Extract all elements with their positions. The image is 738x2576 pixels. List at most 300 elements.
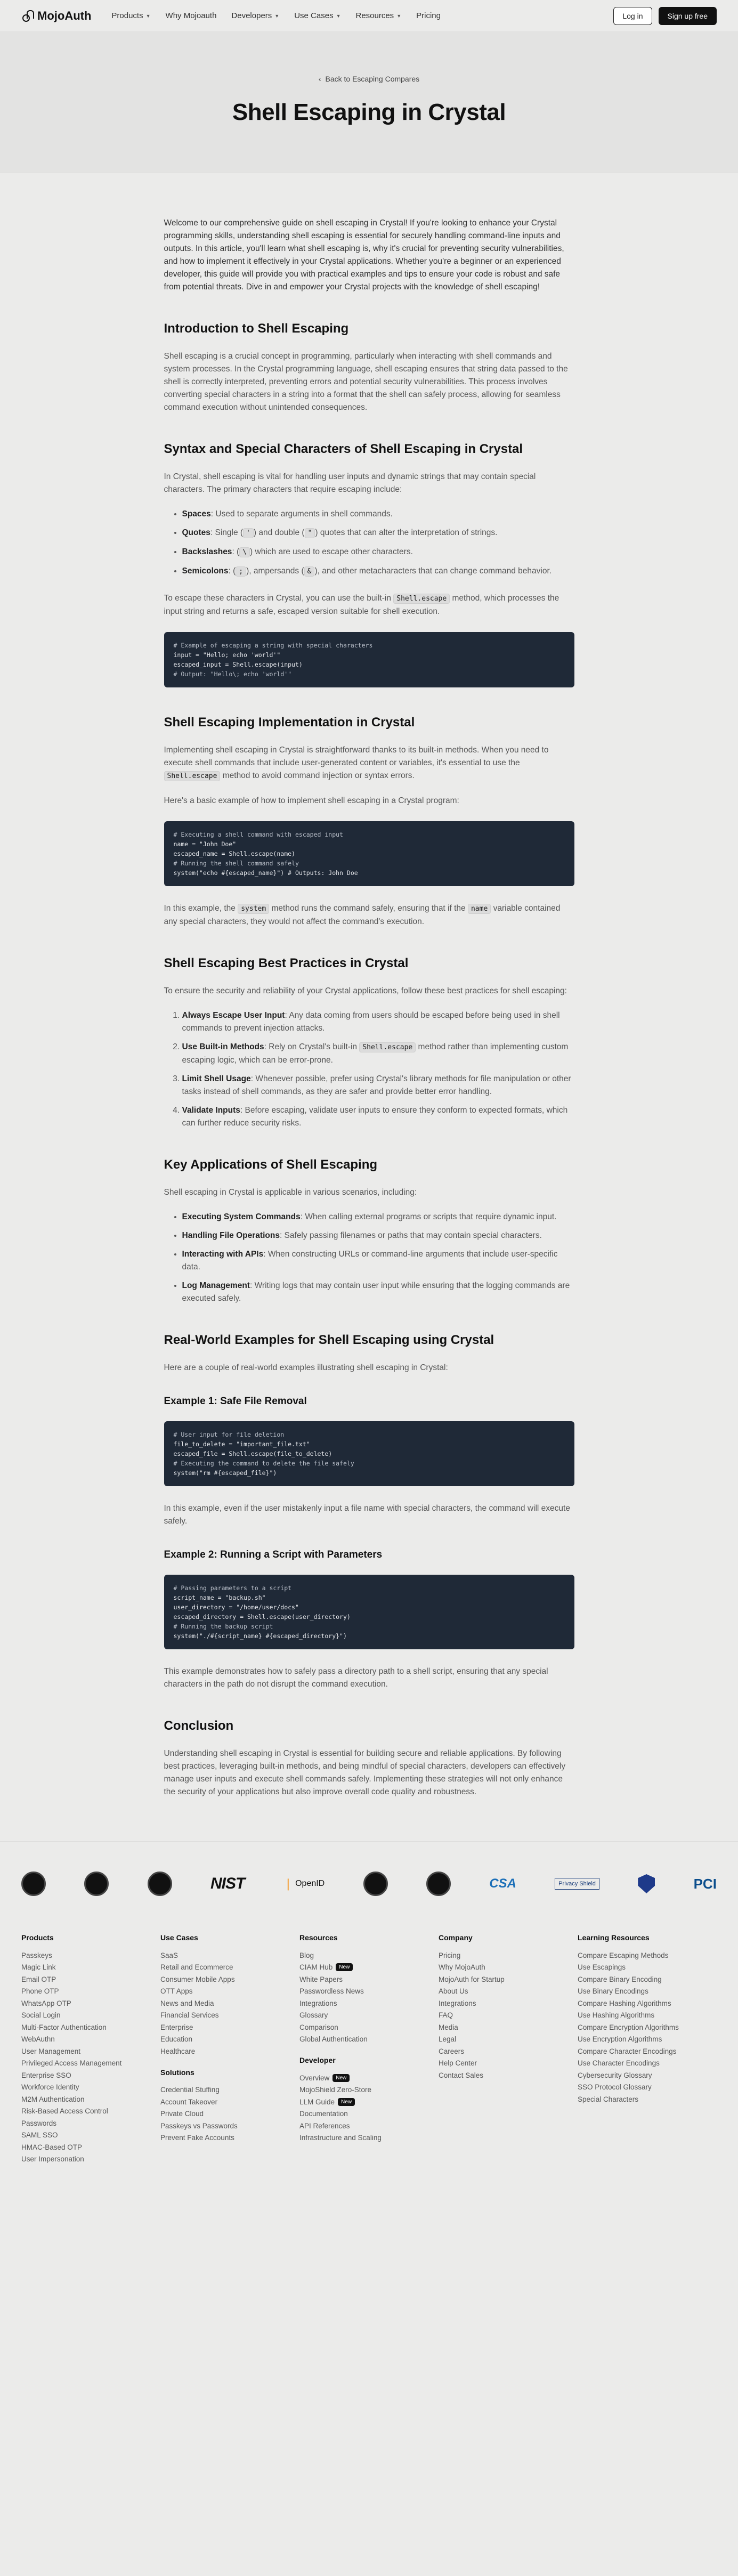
signup-button[interactable]: Sign up free <box>659 7 717 25</box>
back-link[interactable] <box>319 75 419 83</box>
footer-link-label: Credential Stuffing <box>160 2086 220 2094</box>
footer-link-label: White Papers <box>299 1975 343 1983</box>
footer-link[interactable] <box>21 2153 160 2166</box>
footer-link-label: Enterprise SSO <box>21 2071 71 2079</box>
footer-link[interactable] <box>160 2132 299 2144</box>
footer-link-label: Compare Escaping Methods <box>578 1951 669 1959</box>
footer-link-label: User Management <box>21 2047 81 2055</box>
footer-link-label: Education <box>160 2035 193 2044</box>
privacy-shield-logo: Privacy Shield <box>555 1878 599 1890</box>
footer-heading: Solutions <box>160 2068 194 2077</box>
list-term: Spaces <box>182 509 211 519</box>
footer-link-label: Passkeys vs Passwords <box>160 2121 238 2130</box>
footer-link[interactable] <box>299 2072 439 2084</box>
code-line: system("./#{script_name} #{escaped_directory}") <box>173 1632 347 1640</box>
footer-link-label: Email OTP <box>21 1975 56 1983</box>
footer-link-label: Compare Binary Encoding <box>578 1975 662 1983</box>
bullet-list <box>182 1211 574 1305</box>
chevron-down-icon: ▼ <box>336 13 341 19</box>
new-badge: New <box>332 2074 350 2082</box>
footer-heading: Resources <box>299 1933 338 1942</box>
footer-link[interactable] <box>578 2057 717 2070</box>
footer-link-label: Glossary <box>299 2011 328 2020</box>
section-title: Conclusion <box>164 1719 234 1733</box>
list-text: : Single ( <box>210 528 244 537</box>
footer-link-label: Consumer Mobile Apps <box>160 1975 235 1983</box>
footer-link[interactable] <box>21 2117 160 2129</box>
footer-heading: Products <box>21 1933 54 1942</box>
footer-link-label: M2M Authentication <box>21 2095 85 2103</box>
openid-icon: ❘ <box>283 1877 294 1890</box>
footer-link[interactable] <box>21 1949 160 1962</box>
iso-badge-icon <box>148 1872 172 1896</box>
footer-link[interactable] <box>578 2021 717 2034</box>
subsection-title: Example 1: Safe File Removal <box>164 1396 307 1407</box>
pci-logo: PCI <box>693 1875 717 1892</box>
paragraph: This example demonstrates how to safely pass a directory path to a shell script, ensuring that any special characters in the path do not disrupt the command execution. <box>164 1667 548 1689</box>
paragraph: Shell escaping in Crystal is applicable in various scenarios, including: <box>164 1188 417 1197</box>
list-text: method rather than implementing custom escaping logic, which can be error-prone. <box>182 1042 569 1065</box>
footer-link-label: Retail and Ecommerce <box>160 1963 233 1972</box>
footer-link[interactable] <box>160 2096 299 2108</box>
footer-link[interactable] <box>439 2057 578 2070</box>
footer-link[interactable] <box>299 1949 439 1962</box>
hipaa-badge-icon <box>363 1872 388 1896</box>
openid-label: OpenID <box>295 1879 325 1888</box>
footer-link[interactable] <box>578 1986 717 1998</box>
nav-use-cases[interactable] <box>294 11 340 20</box>
footer-link-label: Special Characters <box>578 2095 639 2103</box>
list-text: : Before escaping, validate user inputs to ensure they conform to expected formats, which can further reduce security risks. <box>182 1106 568 1128</box>
chevron-left-icon: ‹ <box>318 75 321 83</box>
list-term: Semicolons <box>182 566 229 576</box>
section-title: Shell Escaping Best Practices in Crystal <box>164 956 409 970</box>
inline-code: Shell.escape <box>393 594 450 604</box>
footer-link-label: Risk-Based Access Control <box>21 2107 108 2116</box>
footer-link[interactable] <box>160 1986 299 1998</box>
footer-link-label: HMAC-Based OTP <box>21 2143 83 2151</box>
footer-link-label: Passkeys <box>21 1951 52 1959</box>
footer-link[interactable] <box>578 2093 717 2105</box>
footer-link-label: Documentation <box>299 2110 348 2118</box>
footer-link[interactable] <box>578 1949 717 1962</box>
back-link-label: Back to Escaping Compares <box>325 75 420 83</box>
paragraph: In this example, even if the user mistakenly input a file name with special characters, the command will execute safely. <box>164 1504 570 1526</box>
paragraph <box>164 592 574 618</box>
paragraph <box>164 744 574 783</box>
chevron-down-icon: ▼ <box>396 13 402 19</box>
list-term: Quotes <box>182 528 210 537</box>
nav-label: Resources <box>355 11 394 20</box>
list-term: Handling File Operations <box>182 1231 280 1240</box>
footer-link-label: Healthcare <box>160 2047 196 2055</box>
footer-link[interactable] <box>299 2108 439 2120</box>
footer-link-label: Compare Character Encodings <box>578 2047 677 2055</box>
inline-code: name <box>468 904 491 914</box>
footer-link-label: CIAM Hub <box>299 1963 333 1972</box>
footer-column-use-cases <box>160 1933 299 2165</box>
footer-link-label: SSO Protocol Glossary <box>578 2083 652 2092</box>
nav-label: Developers <box>231 11 272 20</box>
section-title: Shell Escaping Implementation in Crystal <box>164 715 415 730</box>
footer-link-label: Comparison <box>299 2023 338 2031</box>
footer-link[interactable] <box>160 1962 299 1974</box>
footer-link[interactable] <box>21 2105 160 2118</box>
section-title: Key Applications of Shell Escaping <box>164 1157 378 1172</box>
nav-products[interactable] <box>111 11 150 20</box>
section-title: Introduction to Shell Escaping <box>164 321 349 336</box>
list-term: Limit Shell Usage <box>182 1074 251 1083</box>
footer-column-learning <box>578 1933 717 2165</box>
footer-link[interactable] <box>299 1962 439 1974</box>
footer-column-resources <box>299 1933 439 2165</box>
list-item <box>182 1248 574 1274</box>
paragraph: Here's a basic example of how to implement shell escaping in a Crystal program: <box>164 796 459 805</box>
list-item <box>182 1041 574 1067</box>
article <box>164 173 574 1841</box>
code-line: # Executing a shell command with escaped input <box>173 831 343 838</box>
csa-logo: CSA <box>489 1876 516 1891</box>
nist-logo: NIST <box>210 1875 245 1892</box>
subsection-title: Example 2: Running a Script with Parameters <box>164 1549 383 1560</box>
nav-pricing[interactable] <box>416 11 441 20</box>
footer-link[interactable] <box>299 2120 439 2132</box>
footer-link[interactable] <box>21 2141 160 2153</box>
gdpr-badge-icon <box>84 1872 109 1896</box>
footer-link-label: About Us <box>439 1987 468 1996</box>
footer-link-label: Global Authentication <box>299 2035 368 2044</box>
footer-link[interactable] <box>21 2129 160 2142</box>
nav-developers[interactable] <box>231 11 279 20</box>
footer-link[interactable] <box>21 2034 160 2046</box>
bullet-list <box>182 508 574 578</box>
footer-link-label: Prevent Fake Accounts <box>160 2134 234 2142</box>
footer-link[interactable] <box>160 1997 299 2010</box>
footer-link[interactable] <box>299 2010 439 2022</box>
nav-label: Pricing <box>416 11 441 20</box>
paragraph <box>164 902 574 928</box>
text: method to avoid command injection or syntax errors. <box>220 771 415 780</box>
footer-link-label: Compare Hashing Algorithms <box>578 1999 671 2007</box>
footer-link-label: MojoAuth for Startup <box>439 1975 505 1983</box>
list-term: Interacting with APIs <box>182 1250 264 1259</box>
footer-heading: Use Cases <box>160 1933 198 1942</box>
paragraph: Understanding shell escaping in Crystal is essential for building secure and reliable applications. By following best practices, leveraging built-in methods, and being mindful of special characters, developers can effectively manage user inputs and execute shell commands safely. Implementing these strategies will not only enhance the security of your applications but also improve overall code quality and robustness. <box>164 1749 566 1796</box>
footer-link[interactable] <box>299 2084 439 2096</box>
footer-link[interactable] <box>299 1973 439 1986</box>
footer-link-label: Phone OTP <box>21 1987 59 1996</box>
footer-link[interactable] <box>439 2034 578 2046</box>
footer-link[interactable] <box>160 2084 299 2096</box>
footer-link[interactable] <box>299 1997 439 2010</box>
list-item <box>182 1211 574 1224</box>
footer-link[interactable] <box>439 1986 578 1998</box>
inline-code: & <box>304 566 315 577</box>
code-line: escaped_input = Shell.escape(input) <box>173 661 303 668</box>
footer-link[interactable] <box>439 2010 578 2022</box>
footer-link[interactable] <box>578 2010 717 2022</box>
footer-link[interactable] <box>578 2069 717 2081</box>
list-text: : Rely on Crystal's built-in <box>264 1042 360 1051</box>
list-text: ) which are used to escape other characters. <box>250 547 413 556</box>
footer-link-label: Help Center <box>439 2059 477 2068</box>
list-term: Validate Inputs <box>182 1106 240 1115</box>
section-title: Real-World Examples for Shell Escaping using Crystal <box>164 1333 494 1347</box>
footer-link-label: Enterprise <box>160 2023 193 2031</box>
list-term: Always Escape User Input <box>182 1011 285 1020</box>
footer-link[interactable] <box>21 1986 160 1998</box>
nav-resources[interactable] <box>355 11 401 20</box>
mojoauth-logo-icon <box>21 9 35 23</box>
footer-link-label: Private Cloud <box>160 2110 204 2118</box>
footer-link[interactable] <box>299 2132 439 2144</box>
list-text: : ( <box>228 566 236 576</box>
code-line: name = "John Doe" <box>173 840 237 848</box>
footer-link[interactable] <box>299 1986 439 1998</box>
footer-link-label: Blog <box>299 1951 314 1959</box>
shield-icon <box>638 1874 655 1893</box>
footer-link[interactable] <box>21 2045 160 2057</box>
inline-code: ; <box>236 566 246 577</box>
page-title: Shell Escaping in Crystal <box>232 99 506 125</box>
footer-link-label: News and Media <box>160 1999 214 2007</box>
footer-link[interactable] <box>21 2021 160 2034</box>
list-text: ) and double ( <box>253 528 305 537</box>
intro-paragraph: Welcome to our comprehensive guide on shell escaping in Crystal! If you're looking to enhance your Crystal programming skills, understanding shell escaping is essential for securely handling command-line inputs and outputs. In this article, you'll learn what shell escaping is, why it's crucial for preventing security vulnerabilities, and how to implement it effectively in your Crystal applications. Whether you're a beginner or an experienced developer, this guide will provide you with practical examples and tips to ensure your code is robust and safe from potential threats. Dive in and empower your Crystal projects with the knowledge of shell escaping! <box>164 218 564 291</box>
list-text: : Used to separate arguments in shell commands. <box>210 509 393 519</box>
text: method, which processes the input string and returns a safe, escaped version suitable for shell execution. <box>164 594 559 616</box>
footer-link[interactable] <box>160 2045 299 2057</box>
footer-link-label: MojoShield Zero-Store <box>299 2086 372 2094</box>
top-nav <box>0 0 738 32</box>
code-line: escaped_name = Shell.escape(name) <box>173 850 295 857</box>
code-line: user_directory = "/home/user/docs" <box>173 1603 299 1611</box>
list-item <box>182 526 574 540</box>
code-line: system("echo #{escaped_name}") # Outputs: John Doe <box>173 869 358 877</box>
inline-code: " <box>305 528 315 538</box>
footer-link-label: Passwordless News <box>299 1987 364 1996</box>
inline-code: Shell.escape <box>359 1042 416 1052</box>
footer-link[interactable] <box>21 2057 160 2070</box>
new-badge: New <box>338 2098 355 2106</box>
list-item <box>182 1229 574 1242</box>
list-text: : ( <box>232 547 240 556</box>
numbered-list <box>182 1009 574 1130</box>
code-line: # Output: "Hello\; echo 'world'" <box>173 670 292 678</box>
footer-link-label: Contact Sales <box>439 2071 484 2079</box>
footer-link[interactable] <box>21 1997 160 2010</box>
footer-link-label: Workforce Identity <box>21 2083 79 2092</box>
nav-links <box>111 11 441 20</box>
list-text: : Any data coming from users should be escaped before being used in shell commands to prevent injection attacks. <box>182 1011 560 1033</box>
footer-link-label: Use Encryption Algorithms <box>578 2035 662 2044</box>
footer-heading: Learning Resources <box>578 1933 650 1942</box>
openid-logo <box>283 1877 325 1891</box>
code-line: system("rm #{escaped_file}") <box>173 1469 277 1477</box>
footer-link-label: Why MojoAuth <box>439 1963 485 1972</box>
list-term: Log Management <box>182 1281 250 1290</box>
footer-link[interactable] <box>21 2093 160 2105</box>
list-term: Backslashes <box>182 547 232 556</box>
footer-heading: Company <box>439 1933 473 1942</box>
list-item <box>182 1279 574 1305</box>
footer-link-label: Infrastructure and Scaling <box>299 2134 382 2142</box>
list-item <box>182 1073 574 1098</box>
footer-link-label: Overview <box>299 2073 330 2082</box>
list-item <box>182 508 574 521</box>
code-block[interactable] <box>164 1575 574 1649</box>
footer-link[interactable] <box>160 2021 299 2034</box>
footer-link-label: Use Hashing Algorithms <box>578 2011 655 2020</box>
footer-column-products <box>21 1933 160 2165</box>
list-text: ) quotes that can alter the interpretation of strings. <box>315 528 498 537</box>
text: To escape these characters in Crystal, you can use the built-in <box>164 594 394 603</box>
inline-code: ' <box>243 528 254 538</box>
footer-link[interactable] <box>439 1962 578 1974</box>
footer-link-label: OTT Apps <box>160 1987 193 1996</box>
list-text: : When constructing URLs or command-line arguments that include user-specific data. <box>182 1250 558 1271</box>
footer-link-label: Account Takeover <box>160 2097 218 2106</box>
list-term: Executing System Commands <box>182 1212 301 1221</box>
footer-heading: Developer <box>299 2056 336 2064</box>
footer-link-label: Social Login <box>21 2011 61 2020</box>
new-badge: New <box>336 1963 353 1971</box>
footer-link[interactable] <box>439 1973 578 1986</box>
footer-link[interactable] <box>160 2108 299 2120</box>
footer-link[interactable] <box>439 2045 578 2057</box>
code-line: escaped_directory = Shell.escape(user_directory) <box>173 1613 351 1621</box>
footer-link[interactable] <box>160 2010 299 2022</box>
nav-label: Use Cases <box>294 11 334 20</box>
footer-link-label: FAQ <box>439 2011 453 2020</box>
footer <box>0 1917 738 2176</box>
list-term: Use Built-in Methods <box>182 1042 264 1051</box>
footer-link-label: Media <box>439 2023 458 2031</box>
code-line: # Running the shell command safely <box>173 860 299 867</box>
footer-link-label: LLM Guide <box>299 2097 335 2106</box>
code-block[interactable] <box>164 1421 574 1486</box>
footer-link[interactable] <box>578 2034 717 2046</box>
list-item <box>182 565 574 578</box>
footer-link[interactable] <box>160 2034 299 2046</box>
aicpa-soc-badge-icon <box>21 1872 46 1896</box>
footer-link-label: SAML SSO <box>21 2131 58 2140</box>
ccpa-badge-icon <box>426 1872 451 1896</box>
footer-link[interactable] <box>439 1949 578 1962</box>
nav-actions <box>613 7 717 25</box>
list-item <box>182 1009 574 1035</box>
footer-link[interactable] <box>21 2081 160 2094</box>
footer-link[interactable] <box>578 2081 717 2094</box>
paragraph: Shell escaping is a crucial concept in programming, particularly when interacting with shell commands and system processes. In the Crystal programming language, shell escaping ensures that string data passed to the shell is correctly interpreted, preventing errors and potential security vulnerabilities. This process involves converting special characters in a string into a format that the shell can safely process, allowing for seamless command execution without unintended consequences. <box>164 352 568 412</box>
code-line: # Example of escaping a string with special characters <box>173 642 373 649</box>
footer-column-company <box>439 1933 578 2165</box>
text: Implementing shell escaping in Crystal is straightforward thanks to its built-in methods. When you need to execute shell commands that include user-generated content or variables, it's essential to use the <box>164 746 549 767</box>
code-line: # Running the backup script <box>173 1623 273 1630</box>
footer-link-label: Use Escapings <box>578 1963 626 1972</box>
certification-logos <box>0 1841 738 1917</box>
footer-link-label: SaaS <box>160 1951 179 1959</box>
footer-link-label: Magic Link <box>21 1963 56 1972</box>
footer-link-label: Legal <box>439 2035 457 2044</box>
list-text: : Safely passing filenames or paths that may contain special characters. <box>279 1231 542 1240</box>
list-text: : When calling external programs or scripts that require dynamic input. <box>300 1212 557 1221</box>
footer-link[interactable] <box>160 1949 299 1962</box>
code-block[interactable] <box>164 821 574 886</box>
footer-link[interactable] <box>299 2096 439 2108</box>
inline-code: \ <box>239 547 250 557</box>
footer-link-label: WebAuthn <box>21 2035 55 2044</box>
footer-link[interactable] <box>439 2021 578 2034</box>
brand-name: MojoAuth <box>37 9 92 22</box>
footer-link[interactable] <box>439 1997 578 2010</box>
footer-link-label: Careers <box>439 2047 465 2055</box>
footer-link-label: Pricing <box>439 1951 461 1959</box>
list-text: : Whenever possible, prefer using Crystal's library methods for file manipulation or other tasks instead of shell commands, as they are safer and provide better error handling. <box>182 1074 571 1096</box>
code-block[interactable] <box>164 632 574 687</box>
paragraph: Here are a couple of real-world examples illustrating shell escaping in Crystal: <box>164 1363 448 1372</box>
footer-link[interactable] <box>160 2120 299 2132</box>
footer-link[interactable] <box>21 1962 160 1974</box>
code-line: # Executing the command to delete the file safely <box>173 1460 354 1467</box>
footer-link-label: WhatsApp OTP <box>21 1999 71 2007</box>
footer-link[interactable] <box>21 2069 160 2081</box>
footer-link[interactable] <box>578 1962 717 1974</box>
inline-code: Shell.escape <box>164 771 221 781</box>
list-text: ), ampersands ( <box>246 566 304 576</box>
paragraph: To ensure the security and reliability of your Crystal applications, follow these best practices for shell escaping: <box>164 986 567 995</box>
code-line: input = "Hello; echo 'world'" <box>173 651 281 659</box>
footer-link-label: Use Binary Encodings <box>578 1987 648 1996</box>
hero <box>0 32 738 173</box>
footer-link[interactable] <box>299 2034 439 2046</box>
text: method runs the command safely, ensuring that if the <box>269 904 468 913</box>
inline-code: system <box>238 904 269 914</box>
footer-link[interactable] <box>160 1973 299 1986</box>
code-line: # Passing parameters to a script <box>173 1584 292 1592</box>
text: In this example, the <box>164 904 238 913</box>
brand-logo[interactable] <box>21 9 91 23</box>
footer-link-label: Financial Services <box>160 2011 219 2020</box>
code-line: escaped_file = Shell.escape(file_to_delete) <box>173 1450 332 1457</box>
list-item <box>182 546 574 559</box>
nav-label: Products <box>111 11 143 20</box>
footer-link[interactable] <box>439 2069 578 2081</box>
footer-link[interactable] <box>299 2021 439 2034</box>
footer-link[interactable] <box>578 1973 717 1986</box>
footer-link-label: Cybersecurity Glossary <box>578 2071 652 2079</box>
login-button[interactable]: Log in <box>613 7 652 25</box>
footer-link[interactable] <box>21 1973 160 1986</box>
footer-link-label: Integrations <box>299 1999 337 2007</box>
footer-link-label: Multi-Factor Authentication <box>21 2023 107 2031</box>
footer-link[interactable] <box>578 1997 717 2010</box>
list-text: : Writing logs that may contain user input while ensuring that the logging commands are executed safely. <box>182 1281 570 1303</box>
footer-link-label: Use Character Encodings <box>578 2059 660 2068</box>
footer-link-label: Privileged Access Management <box>21 2059 122 2068</box>
nav-label: Why Mojoauth <box>165 11 217 20</box>
footer-link-label: Passwords <box>21 2119 57 2127</box>
footer-link-label: Integrations <box>439 1999 476 2007</box>
section-title: Syntax and Special Characters of Shell Escaping in Crystal <box>164 442 523 456</box>
code-line: script_name = "backup.sh" <box>173 1594 266 1601</box>
nav-why-mojoauth[interactable] <box>166 11 217 20</box>
footer-link[interactable] <box>21 2010 160 2022</box>
code-line: file_to_delete = "important_file.txt" <box>173 1440 310 1448</box>
footer-link-label: API References <box>299 2121 350 2130</box>
chevron-down-icon: ▼ <box>274 13 280 19</box>
footer-link[interactable] <box>578 2045 717 2057</box>
